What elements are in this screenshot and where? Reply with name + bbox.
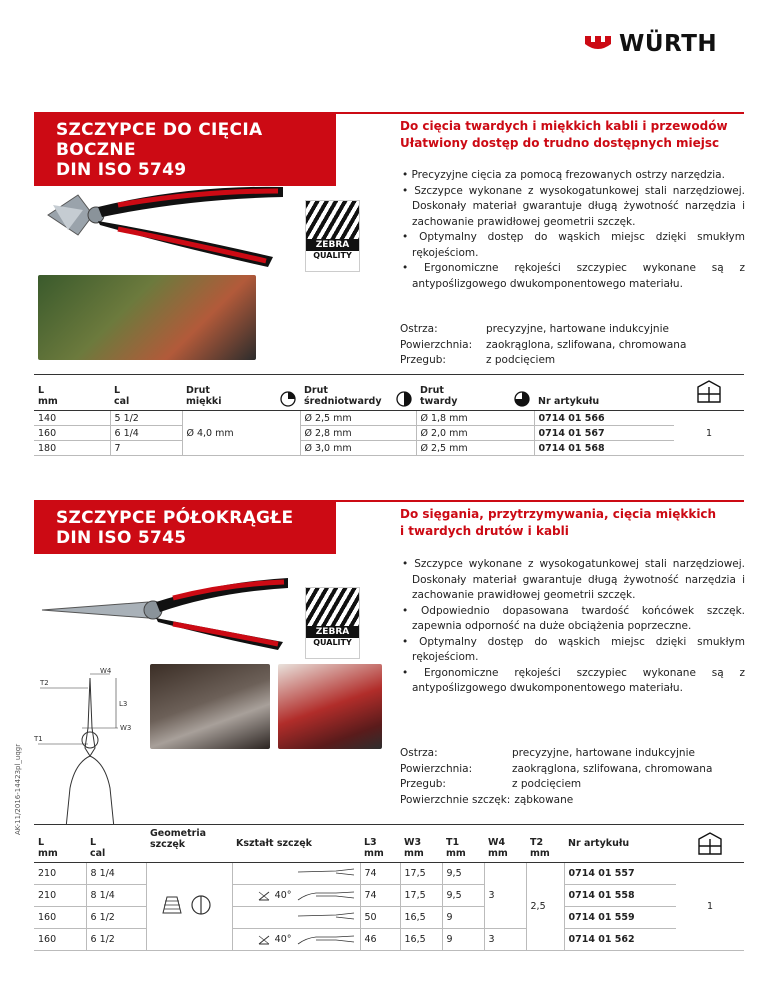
spec-label: Powierzchnia: [400, 762, 473, 775]
cell-medium-wire: Ø 2,8 mm [300, 426, 416, 441]
bullet-item: • Ergonomiczne rękojeści szczypiec wykonane są z antypoślizgowego dwukomponentowego materiału. [400, 261, 745, 292]
bullet-item: • Precyzyjne cięcia za pomocą frezowanych ostrzy narzędzia. [400, 168, 745, 184]
cell-l3: 74 [360, 863, 400, 885]
header-mm: mm [364, 848, 384, 859]
header-mm: mm [446, 848, 466, 859]
header-l: L [38, 385, 45, 396]
header-drut: Drut [304, 385, 328, 396]
header-l: L [90, 837, 97, 848]
bullet-item: • Ergonomiczne rękojeści szczypiec wykonane są z antypoślizgowego dwukomponentowego materiału. [400, 666, 745, 697]
jaw-shape-straight-icon [296, 911, 356, 921]
section1-subhead [400, 118, 750, 152]
cell-length-inch: 5 1/2 [110, 411, 182, 426]
header-w3: W3 [404, 837, 422, 848]
jaw-dimension-diagram [30, 668, 145, 838]
zebra-quality-badge [305, 587, 360, 659]
cell-length-mm: 210 [34, 863, 86, 885]
cell-soft-wire: Ø 4,0 mm [182, 411, 300, 456]
section2-specs [400, 746, 712, 808]
spec-label: Przegub: [400, 354, 446, 366]
cell-length-mm: 160 [34, 426, 110, 441]
header-cal: cal [114, 396, 130, 407]
cell-t1: 9 [442, 929, 484, 951]
cell-length-mm: 140 [34, 411, 110, 426]
cell-l3: 50 [360, 907, 400, 929]
side-cutter-image [38, 175, 293, 270]
section2-title [34, 500, 336, 554]
bullet-item: • Odpowiednio dopasowana twardość końcówek szczęk. zapewnia odporność na duże obciążenia poprzeczne. [400, 604, 745, 635]
section2-bullets [400, 557, 745, 697]
zebra-quality-badge [305, 200, 360, 272]
cell-length-mm: 160 [34, 907, 86, 929]
section1-table [34, 374, 744, 456]
usage-photo-2 [278, 664, 382, 749]
cell-hard-wire: Ø 1,8 mm [416, 411, 534, 426]
cable-cutting-photo [38, 275, 256, 360]
header-mm: mm [488, 848, 508, 859]
header-mm: mm [38, 848, 58, 859]
header-jaw-shape: Kształt szczęk [232, 825, 360, 863]
spec-value: z podcięciem [486, 354, 556, 366]
cell-length-mm: 160 [34, 929, 86, 951]
cell-t2: 2,5 [526, 863, 564, 951]
zebra-quality-label: QUALITY [313, 251, 352, 260]
hard-wire-icon [514, 391, 530, 407]
cell-w4: 3 [484, 929, 526, 951]
jaw-shape-straight-icon [296, 867, 356, 877]
cell-length-inch: 7 [110, 441, 182, 456]
bullet-item: • Optymalny dostęp do wąskich miejsc dzięki smukłym rękojeściom. [400, 635, 745, 666]
angle-icon [257, 890, 271, 902]
header-w4: W4 [488, 837, 506, 848]
section1-rule [34, 112, 744, 114]
cell-w4: 3 [484, 863, 526, 929]
header-l3: L3 [364, 837, 377, 848]
cell-article-no: 0714 01 566 [534, 411, 674, 426]
header-article-no: Nr artykułu [564, 825, 676, 863]
jaw-geometry-icon [159, 893, 219, 917]
spec-label: Ostrza: [400, 747, 438, 759]
header-t1: T1 [446, 837, 460, 848]
cell-length-inch: 6 1/2 [86, 929, 146, 951]
cell-length-inch: 8 1/4 [86, 863, 146, 885]
jaw-angle-label: 40° [274, 934, 292, 945]
cell-w3: 17,5 [400, 885, 442, 907]
spec-label: Powierzchnie szczęk: [400, 793, 511, 806]
cell-l3: 46 [360, 929, 400, 951]
angle-icon [257, 934, 271, 946]
label-l3: L3 [119, 700, 128, 708]
header-t2: T2 [530, 837, 544, 848]
header-drut: Drut [420, 385, 444, 396]
spec-value: z podcięciem [512, 778, 582, 790]
label-t2: T2 [40, 679, 49, 687]
spec-label: Ostrza: [400, 323, 438, 335]
cell-t1: 9,5 [442, 863, 484, 885]
header-article-no: Nr artykułu [538, 396, 600, 407]
cell-length-inch: 6 1/2 [86, 907, 146, 929]
cell-length-inch: 6 1/4 [110, 426, 182, 441]
cell-pack-qty: 1 [676, 863, 744, 951]
cell-article-no: 0714 01 562 [564, 929, 676, 951]
cell-w3: 16,5 [400, 929, 442, 951]
header-l: L [38, 837, 45, 848]
cell-length-mm: 180 [34, 441, 110, 456]
zebra-label: ZEBRA [306, 239, 359, 251]
label-w4: W4 [100, 668, 112, 675]
section1-bullets [400, 168, 745, 292]
medium-wire-icon [396, 391, 412, 407]
header-medium: średniotwardy [304, 396, 382, 407]
soft-wire-icon [280, 391, 296, 407]
cell-medium-wire: Ø 2,5 mm [300, 411, 416, 426]
section2-subhead [400, 506, 750, 540]
header-cal: cal [90, 848, 106, 859]
cell-article-no: 0714 01 558 [564, 885, 676, 907]
zebra-stripes [306, 201, 359, 239]
header-hard: twardy [420, 396, 458, 407]
cell-article-no: 0714 01 567 [534, 426, 674, 441]
header-jaw: szczęk [150, 839, 186, 850]
label-w3: W3 [120, 724, 132, 732]
package-icon [695, 378, 723, 404]
header-l: L [114, 385, 121, 396]
bullet-item: • Szczypce wykonane z wysokogatunkowej stali narzędziowej. Doskonały materiał gwarantuje długą żywotność narzędzia i zachowanie prawidłowej geometrii szczęk. [400, 557, 745, 604]
jaw-shape-angled-icon [296, 934, 356, 946]
spec-value: precyzyjne, hartowane indukcyjnie [486, 323, 669, 335]
header-soft: miękki [186, 396, 222, 407]
brand-name: WÜRTH [619, 31, 718, 57]
zebra-quality-label: QUALITY [313, 638, 352, 647]
section2-rule [34, 500, 744, 502]
section1-title-line1: SZCZYPCE DO CIĘCIA BOCZNE [56, 120, 263, 160]
spec-value: zaokrąglona, szlifowana, chromowana [512, 762, 713, 775]
cell-pack-qty: 1 [674, 411, 744, 456]
wurth-logo [583, 31, 717, 57]
usage-photo-1 [150, 664, 270, 749]
section1-specs [400, 322, 686, 369]
footer-code: AK-11/2016-14423pl_uqgr [14, 743, 22, 835]
section1-title-line2: DIN ISO 5749 [56, 160, 187, 180]
cell-length-mm: 210 [34, 885, 86, 907]
section2-table [34, 824, 744, 951]
spec-value: zaokrąglona, szlifowana, chromowana [486, 338, 687, 351]
cell-hard-wire: Ø 2,5 mm [416, 441, 534, 456]
section2-subhead-line1: Do sięgania, przytrzymywania, cięcia miękkich [400, 507, 717, 521]
cell-hard-wire: Ø 2,0 mm [416, 426, 534, 441]
bullet-item: • Optymalny dostęp do wąskich miejsc dzięki smukłym rękojeściom. [400, 230, 745, 261]
cell-article-no: 0714 01 557 [564, 863, 676, 885]
spec-value: ząbkowane [514, 793, 574, 806]
label-t1: T1 [34, 735, 43, 743]
section1-subhead-line1: Do cięcia twardych i miękkich kabli i przewodów [400, 119, 728, 133]
cell-t1: 9 [442, 907, 484, 929]
section2-subhead-line2: i twardych drutów i kabli [400, 524, 569, 538]
cell-t1: 9,5 [442, 885, 484, 907]
cell-medium-wire: Ø 3,0 mm [300, 441, 416, 456]
cell-length-inch: 8 1/4 [86, 885, 146, 907]
cell-article-no: 0714 01 568 [534, 441, 674, 456]
header-mm: mm [38, 396, 58, 407]
jaw-angle-label: 40° [274, 890, 292, 901]
section2-title-line2: DIN ISO 5745 [56, 528, 187, 548]
section2-title-line1: SZCZYPCE PÓŁOKRĄGŁE [56, 508, 294, 528]
cell-w3: 16,5 [400, 907, 442, 929]
half-round-pliers-image [38, 570, 298, 650]
bullet-item: • Szczypce wykonane z wysokogatunkowej stali narzędziowej. Doskonały materiał gwarantuje długą żywotność narzędzia i zachowanie prawidłowej geometrii szczęk. [400, 184, 745, 231]
wurth-logo-mark [583, 32, 613, 56]
package-icon [696, 830, 724, 856]
header-mm: mm [404, 848, 424, 859]
header-drut: Drut [186, 385, 210, 396]
spec-label: Przegub: [400, 778, 446, 790]
zebra-label: ZEBRA [306, 626, 359, 638]
section1-subhead-line2: Ułatwiony dostęp do trudno dostępnych miejsc [400, 136, 720, 150]
zebra-stripes [306, 588, 359, 626]
header-mm: mm [530, 848, 550, 859]
jaw-shape-angled-icon [296, 890, 356, 902]
spec-value: precyzyjne, hartowane indukcyjnie [512, 747, 695, 759]
cell-w3: 17,5 [400, 863, 442, 885]
cell-l3: 74 [360, 885, 400, 907]
cell-article-no: 0714 01 559 [564, 907, 676, 929]
header-geometry: Geometria [150, 828, 207, 839]
spec-label: Powierzchnia: [400, 338, 473, 351]
